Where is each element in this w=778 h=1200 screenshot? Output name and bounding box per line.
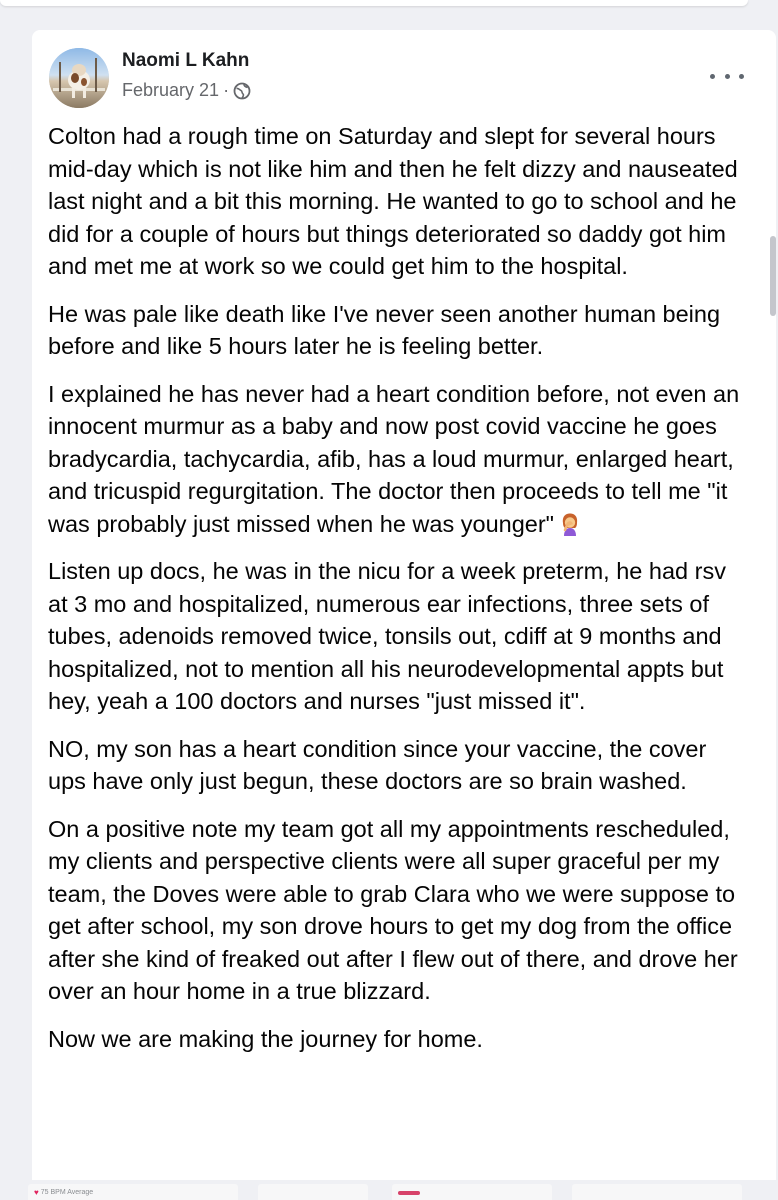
post-paragraph-5: NO, my son has a heart condition since your vaccine, the cover ups have only just begun, these doctors are so brain washed. xyxy=(48,735,707,794)
bpm-average-label xyxy=(34,1188,93,1197)
post-card xyxy=(32,30,776,1180)
post-paragraph-4: Listen up docs, he was in the nicu for a week preterm, he had rsv at 3 mo and hospitalized, numerous ear infections, three sets of tubes, adenoids removed twice, tonsils out, cdiff at 9 months and hospitalized, not to mention all his neurodevelopmental appts but hey, yeah a 100 doctors and nurses "just missed it". xyxy=(48,558,726,714)
avatar[interactable] xyxy=(49,48,109,108)
heart-icon: ♥ xyxy=(34,1188,39,1197)
author-name[interactable]: Naomi L Kahn xyxy=(122,50,250,71)
post-paragraph-6: On a positive note my team got all my appointments rescheduled, my clients and perspective clients were all super graceful per my team, the Doves were able to grab Clara who we were suppose to get after school, my son drove hours to get my dog from the office after she kind of freaked out after I flew out of there, and drove her over an hour home in a true blizzard. xyxy=(48,815,738,1004)
previous-post-card-edge xyxy=(0,0,748,6)
scrollbar[interactable] xyxy=(770,236,776,316)
post-paragraph-1: Colton had a rough time on Saturday and slept for several hours mid-day which is not like him and then he felt dizzy and nauseated last night and a bit this morning. He wanted to go to school and he did for a couple of hours but things deteriorated so daddy got him and met me at work so we could get him to the hospital. xyxy=(48,123,738,279)
bpm-average-text: 75 BPM Average xyxy=(40,1189,94,1196)
woman-facepalming-emoji xyxy=(558,512,582,536)
post-paragraph-2: He was pale like death like I've never seen another human being before and like 5 hours later he is feeling better. xyxy=(48,300,721,359)
more-options-icon[interactable] xyxy=(710,66,744,86)
meta-separator: · xyxy=(223,80,230,100)
post-paragraph-3-text: I explained he has never had a heart condition before, not even an innocent murmur as a baby and now post covid vaccine he goes bradycardia, tachycardia, afib, has a loud murmur, enlarged heart, and tricuspid regurgitation. The doctor then proceeds to tell me "it was probably just missed when he was younger" xyxy=(48,380,740,537)
next-post-red-label xyxy=(398,1191,420,1195)
globe-icon[interactable] xyxy=(233,82,251,100)
post-paragraph-7: Now we are making the journey for home. xyxy=(48,1025,483,1052)
post-date[interactable]: February 21 xyxy=(122,80,220,100)
post-meta xyxy=(122,80,251,101)
next-post-panel xyxy=(572,1184,742,1200)
post-paragraph-3 xyxy=(48,378,748,541)
post-text xyxy=(48,120,748,1070)
next-post-panel xyxy=(258,1184,368,1200)
avatar-image xyxy=(49,48,109,108)
